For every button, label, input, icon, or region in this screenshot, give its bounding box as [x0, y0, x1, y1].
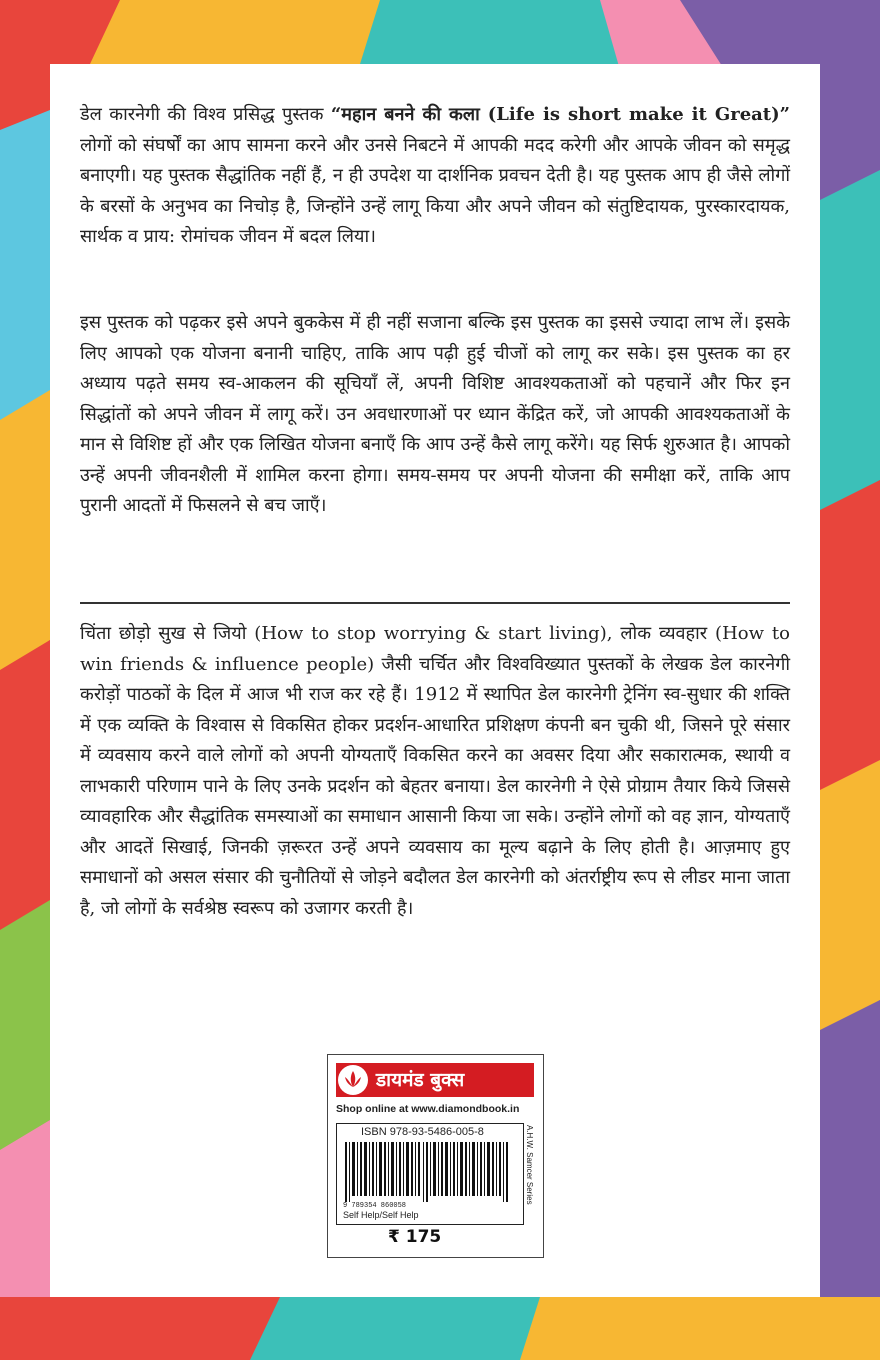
- usage-paragraph: इस पुस्तक को पढ़कर इसे अपने बुककेस में ही नहीं सजाना बल्कि इस पुस्तक का इससे ज्यादा लाभ लें। इसके लिए आपको एक योजना बनानी चाहिए, ताकि आप पढ़ी हुई चीजों को लागू कर सके। इस पुस्तक का हर अध्याय पढ़ते समय स्व-आकलन की सूचियाँ लें, अपनी विशिष्ट आवश्यकताओं को पहचानें और फिर इन सिद्धांतों को अपने जीवन में लागू करें। उन अवधारणाओं पर ध्यान केंद्रित करें, जो आपकी आवश्यकताओं के मान से विशिष्ट हों और एक लिखित योजना बनाएँ कि आप उन्हें कैसे लागू करेंगे। यह सिर्फ शुरुआत है। आपको उन्हें अपनी जीवनशैली में शामिल करना होगा। समय-समय पर अपनी योजना की समीक्षा करें, ताकि आप पुरानी आदतों में फिसलने से बच जाएँ।: [80, 312, 790, 516]
- shop-link[interactable]: Shop online at www.diamondbook.in: [336, 1103, 520, 1115]
- category-label: Self Help/Self Help: [343, 1210, 419, 1220]
- barcode-box: [336, 1123, 524, 1225]
- lotus-icon: [336, 1063, 370, 1097]
- intro-rest: लोगों को संघर्षों का आप सामना करने और उनसे निबटने में आपकी मदद करेगी और आपके जीवन को समृद्ध बनाएगी। यह पुस्तक सैद्धांतिक नहीं हैं, न ही उपदेश या दार्शनिक प्रवचन देती है। यह पुस्तक आप ही जैसे लोगों के बरसों के अनुभव का निचोड़ है, जिन्होंने उन्हें लागू किया और अपने जीवन को संतुष्टिदायक, पुरस्कारदायक, सार्थक व प्राय: रोमांचक जीवन में बदल लिया।: [80, 134, 790, 247]
- publisher-name: डायमंड बुक्स: [376, 1069, 465, 1091]
- intro-paragraph: [80, 100, 790, 253]
- publisher-box: [327, 1054, 544, 1258]
- intro-lead: डेल कारनेगी की विश्व प्रसिद्ध पुस्तक: [80, 104, 331, 125]
- isbn: ISBN 978-93-5486-005-8: [361, 1126, 484, 1138]
- author-paragraph: चिंता छोड़ो सुख से जियो (How to stop worrying & start living), लोक व्यवहार (How to win friends & influence people) जैसी चर्चित और विश्वविख्यात पुस्तकों के लेखक डेल कारनेगी करोड़ों पाठकों के दिल में आज भी राज कर रहे हैं। 1912 में स्थापित डेल कारनेगी ट्रेनिंग स्व-सुधार की शक्ति में एक व्यक्ति के विश्वास से विकसित होकर प्रदर्शन-आधारित प्रशिक्षण कंपनी बन चुकी थी, जिसने पूरे संसार में व्यवसाय करने वाले लोगों को अपनी योग्यताएँ विकसित करने का अवसर दिया और सकारात्मक, स्थायी व लाभकारी परिणाम पाने के लिए उनके प्रदर्शन को बेहतर बनाया। डेल कारनेगी ने ऐसे प्रोग्राम तैयार किये जिससे व्यावहारिक और सैद्धांतिक समस्याओं का समाधान आसानी किया जा सके। उन्होंने लोगों को वह ज्ञान, योग्यताएँ और आदतें सिखाई, जिनकी ज़रूरत उन्हें अपने व्यवसाय का मूल्य बढ़ाने के लिए होती है। आज़माए हुए समाधानों को असल संसार की चुनौतियों से जोड़ने बदौलत डेल कारनेगी को अंतर्राष्ट्रीय रूप से लीडर माना जाता है, जो लोगों के सर्वश्रेष्ठ स्वरूप को उजागर करती है।: [80, 623, 790, 919]
- barcode-icon: [343, 1142, 513, 1202]
- back-cover-panel: [50, 64, 820, 1297]
- barcode-digits: 9 789354 860058: [343, 1202, 407, 1210]
- book-title: “महान बनने की कला (Life is short make it Great)”: [330, 104, 790, 125]
- divider: [80, 602, 790, 604]
- series-label: A.H.W. Samcer Series: [525, 1125, 534, 1205]
- publisher-logo: [336, 1063, 534, 1097]
- price-tag: ₹ 175: [388, 1227, 442, 1247]
